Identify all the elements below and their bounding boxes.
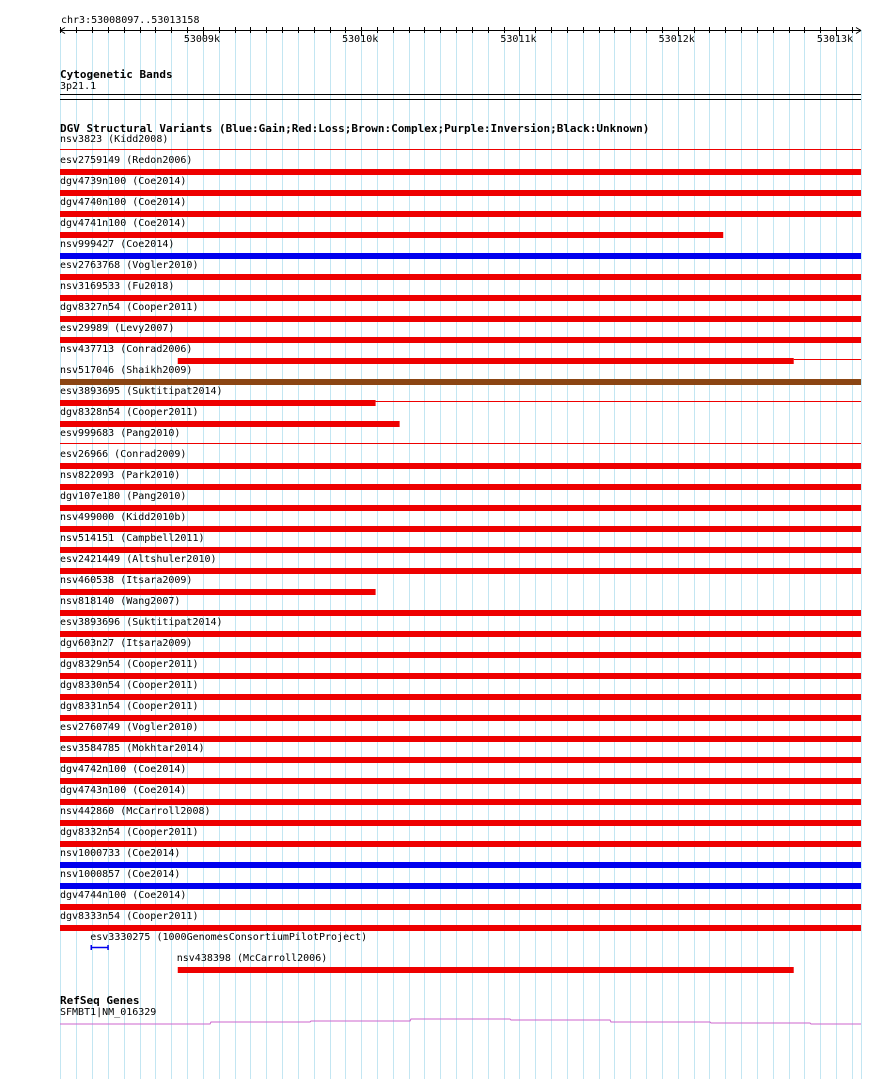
- variant-label[interactable]: nsv822093 (Park2010): [60, 470, 181, 481]
- variant-bar: [60, 778, 861, 784]
- variant-label[interactable]: esv2760749 (Vogler2010): [60, 722, 199, 733]
- variant-bar: [60, 316, 861, 322]
- variant-label[interactable]: dgv4743n100 (Coe2014): [60, 785, 187, 796]
- variant-label[interactable]: esv2759149 (Redon2006): [60, 155, 193, 166]
- variant-label[interactable]: esv26966 (Conrad2009): [60, 449, 187, 460]
- variant-connector-line: [376, 401, 861, 402]
- variant-bar: [60, 232, 723, 238]
- dgv-track-title[interactable]: DGV Structural Variants (Blue:Gain;Red:Loss;Brown:Complex;Purple:Inversion;Black:Unknown): [60, 122, 650, 135]
- refseq-gene-label[interactable]: SFMBT1|NM_016329: [60, 1007, 157, 1018]
- refseq-track-title[interactable]: RefSeq Genes: [60, 994, 140, 1007]
- variant-label[interactable]: dgv4740n100 (Coe2014): [60, 197, 187, 208]
- variant-label[interactable]: dgv8327n54 (Cooper2011): [60, 302, 199, 313]
- variant-bar: [60, 484, 861, 490]
- variant-bar: [60, 631, 861, 637]
- variant-label[interactable]: dgv4742n100 (Coe2014): [60, 764, 187, 775]
- variant-bar: [60, 505, 861, 511]
- cytoband-label: 3p21.1: [60, 81, 97, 92]
- variant-connector-line: [794, 359, 861, 360]
- ruler-tick-label: 53009k: [183, 34, 220, 45]
- variant-bar: [60, 443, 861, 444]
- variant-bar: [60, 736, 861, 742]
- variant-bar: [60, 526, 861, 532]
- variant-label[interactable]: dgv107e180 (Pang2010): [60, 491, 187, 502]
- variant-label[interactable]: dgv8329n54 (Cooper2011): [60, 659, 199, 670]
- variant-bar: [60, 862, 861, 868]
- variant-bar: [60, 149, 861, 150]
- variant-bar: [60, 211, 861, 217]
- variant-label[interactable]: esv999683 (Pang2010): [60, 428, 181, 439]
- variant-label[interactable]: esv2421449 (Altshuler2010): [60, 554, 217, 565]
- cytoband-line-top: [60, 94, 861, 95]
- variant-label[interactable]: nsv517046 (Shaikh2009): [60, 365, 193, 376]
- variant-label[interactable]: nsv999427 (Coe2014): [60, 239, 175, 250]
- variant-label[interactable]: nsv514151 (Campbell2011): [60, 533, 205, 544]
- variant-label[interactable]: dgv603n27 (Itsara2009): [60, 638, 193, 649]
- variant-label[interactable]: dgv8330n54 (Cooper2011): [60, 680, 199, 691]
- variant-bar: [60, 925, 861, 931]
- variant-bar: [60, 400, 376, 406]
- variant-label[interactable]: nsv442860 (McCarroll2008): [60, 806, 211, 817]
- variant-label[interactable]: nsv1000733 (Coe2014): [60, 848, 181, 859]
- variant-bar: [60, 295, 861, 301]
- variant-bar: [60, 799, 861, 805]
- variant-bar: [60, 589, 376, 595]
- variant-bar: [60, 568, 861, 574]
- variant-label[interactable]: nsv499000 (Kidd2010b): [60, 512, 187, 523]
- variant-label[interactable]: dgv8328n54 (Cooper2011): [60, 407, 199, 418]
- variant-label[interactable]: nsv818140 (Wang2007): [60, 596, 181, 607]
- variant-bar: [60, 820, 861, 826]
- variant-label[interactable]: dgv8332n54 (Cooper2011): [60, 827, 199, 838]
- variant-bar: [60, 904, 861, 910]
- variant-bar: [60, 169, 861, 175]
- variant-label[interactable]: nsv438398 (McCarroll2006): [176, 953, 328, 964]
- variant-bar: [60, 421, 400, 427]
- variant-label[interactable]: esv3584785 (Mokhtar2014): [60, 743, 205, 754]
- variant-bar: [60, 673, 861, 679]
- variant-bar: [60, 463, 861, 469]
- variant-bar: [60, 757, 861, 763]
- ruler-tick-label: 53010k: [342, 34, 379, 45]
- variant-bar: [60, 274, 861, 280]
- variant-label[interactable]: dgv4741n100 (Coe2014): [60, 218, 187, 229]
- ruler-tick-label: 53013k: [816, 34, 854, 45]
- variant-label[interactable]: nsv1000857 (Coe2014): [60, 869, 181, 880]
- variant-label[interactable]: nsv3823 (Kidd2008): [60, 134, 169, 145]
- ruler-tick-label: 53012k: [658, 34, 695, 45]
- variant-label[interactable]: nsv3169533 (Fu2018): [60, 281, 175, 292]
- variant-label[interactable]: esv3893696 (Suktitipat2014): [60, 617, 223, 628]
- variant-bar: [60, 610, 861, 616]
- cytoband-track-title[interactable]: Cytogenetic Bands: [60, 68, 173, 81]
- refseq-gene-line: [60, 1019, 861, 1024]
- variant-bar: [60, 715, 861, 721]
- variant-bar: [60, 547, 861, 553]
- variant-bar: [60, 190, 861, 196]
- variant-bar: [60, 883, 861, 889]
- variant-label[interactable]: esv29989 (Levy2007): [60, 323, 175, 334]
- ruler-tick-label: 53011k: [500, 34, 537, 45]
- variant-label[interactable]: nsv460538 (Itsara2009): [60, 575, 193, 586]
- variant-label[interactable]: dgv4739n100 (Coe2014): [60, 176, 187, 187]
- variant-label[interactable]: esv2763768 (Vogler2010): [60, 260, 199, 271]
- variant-bar: [178, 967, 794, 973]
- variant-label[interactable]: esv3330275 (1000GenomesConsortiumPilotProject): [90, 932, 368, 943]
- variant-label[interactable]: esv3893695 (Suktitipat2014): [60, 386, 223, 397]
- variant-label[interactable]: dgv8333n54 (Cooper2011): [60, 911, 199, 922]
- variant-label[interactable]: nsv437713 (Conrad2006): [60, 344, 193, 355]
- variant-bar: [60, 253, 861, 259]
- variant-label[interactable]: dgv8331n54 (Cooper2011): [60, 701, 199, 712]
- variant-bar: [60, 841, 861, 847]
- variant-bar: [178, 358, 794, 364]
- variant-bar: [60, 337, 861, 343]
- variant-bar: [60, 652, 861, 658]
- variant-label[interactable]: dgv4744n100 (Coe2014): [60, 890, 187, 901]
- variant-bar: [60, 694, 861, 700]
- cytoband-line-bottom: [60, 99, 861, 100]
- variant-bar: [60, 379, 861, 385]
- position-label: chr3:53008097..53013158: [61, 15, 200, 26]
